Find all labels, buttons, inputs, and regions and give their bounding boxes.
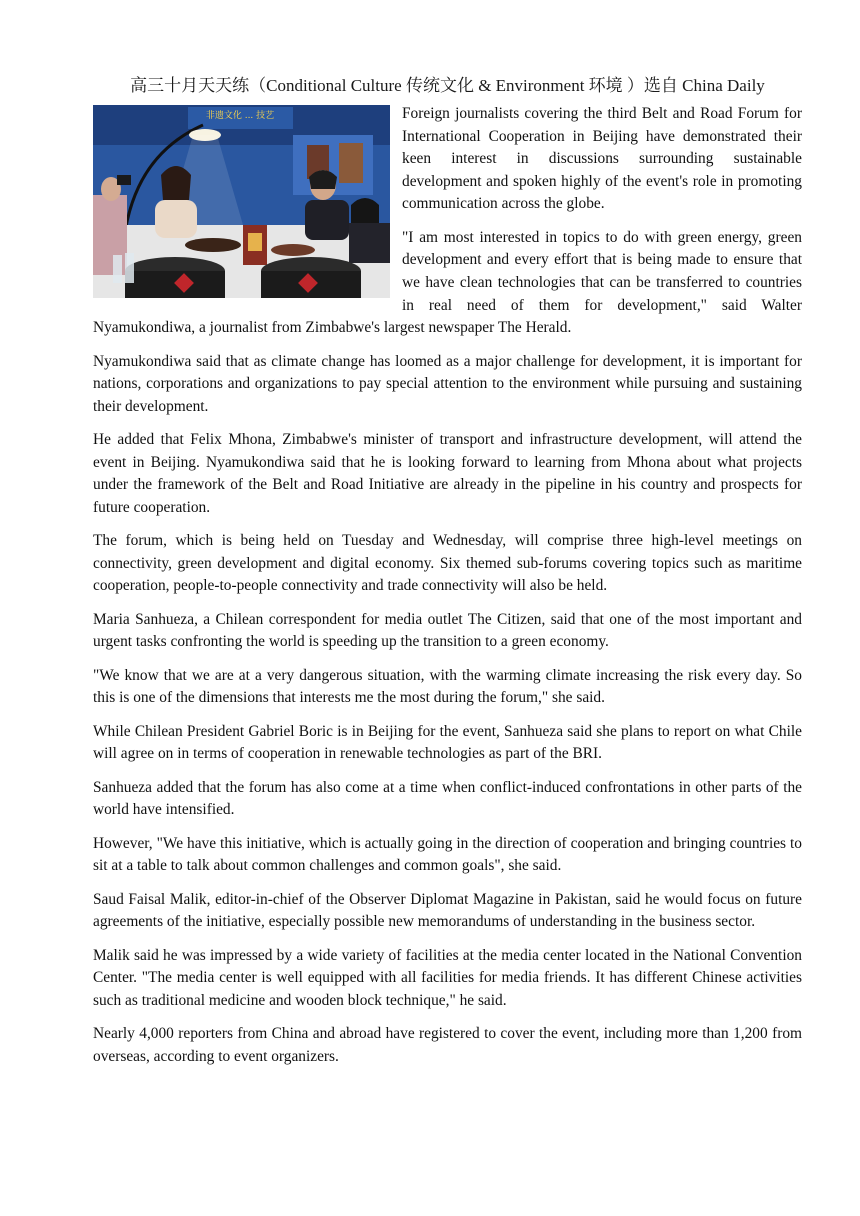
- paragraph-11: Saud Faisal Malik, editor-in-chief of the Observer Diplomat Magazine in Pakistan, said he would focus on future agreements of the initiative, especially possible new memorandums of understanding in the business sector.: [93, 890, 802, 931]
- paragraph-1: Foreign journalists covering the third Belt and Road Forum for International Cooperation in Beijing have demonstrated their keen interest in discussions surrounding sustainable development and spoken highly of the event's role in promoting communication across the globe.: [402, 105, 802, 213]
- paragraph-6: Maria Sanhueza, a Chilean correspondent for media outlet The Citizen, said that one of the most important and urgent tasks confronting the world is speeding up the transition to a green economy.: [93, 610, 802, 651]
- paragraph-3: Nyamukondiwa said that as climate change has loomed as a major challenge for development, it is important for nations, corporations and organizations to pay special attention to the environment while pursuing and sustaining their development.: [93, 352, 802, 415]
- paragraph-8: While Chilean President Gabriel Boric is in Beijing for the event, Sanhueza said she plans to report on what Chile will agree on in terms of cooperation in renewable technologies as part of the BRI.: [93, 722, 802, 763]
- paragraph-5: The forum, which is being held on Tuesday and Wednesday, will comprise three high-level meetings on connectivity, green development and digital economy. Six themed sub-forums covering topics such as maritime cooperation, people-to-people connectivity and trade connectivity will also be held.: [93, 532, 802, 595]
- paragraph-7: "We know that we are at a very dangerous situation, with the warming climate increasing the risk every day. So this is one of the dimensions that interests me the most during the forum," she said.: [93, 666, 802, 707]
- photo-sign-text: 非遗文化 ... 技艺: [205, 111, 275, 121]
- paragraph-2: "I am most interested in topics to do with green energy, green development and every effort that is being made to ensure that we have clean technologies that can be transferred to countries in real need of them for development," said Walter Nyamukondiwa, a journalist from Zimbabwe's largest newspaper The Herald.: [93, 228, 802, 337]
- document-page: [93, 74, 802, 1079]
- paragraph-9: Sanhueza added that the forum has also come at a time when conflict-induced confrontations in other parts of the world have intensified.: [93, 778, 802, 819]
- paragraph-13: Nearly 4,000 reporters from China and abroad have registered to cover the event, including more than 1,200 from overseas, according to event organizers.: [93, 1025, 802, 1065]
- paragraph-12: Malik said he was impressed by a wide variety of facilities at the media center located in the National Convention Center. "The media center is well equipped with all facilities for media friends. It has different Chinese activities such as traditional medicine and wooden block technique," he said.: [93, 946, 802, 1009]
- article-body: [93, 103, 802, 1069]
- paragraph-4: He added that Felix Mhona, Zimbabwe's minister of transport and infrastructure development, will attend the event in Beijing. Nyamukondiwa said that he is looking forward to learning from Mhona about what projects under the framework of the Belt and Road Initiative are already in the pipeline in his country and prospects for future cooperation.: [93, 431, 802, 516]
- news-photo: [93, 105, 390, 298]
- document-title: 高三十月天天练（Conditional Culture 传统文化 & Environment 环境 ）选自 China Daily: [130, 76, 765, 95]
- press-photo-icon: [93, 105, 390, 298]
- paragraph-10: However, "We have this initiative, which is actually going in the direction of cooperation and bringing countries to sit at a table to talk about common challenges and common goals", she said.: [93, 834, 802, 875]
